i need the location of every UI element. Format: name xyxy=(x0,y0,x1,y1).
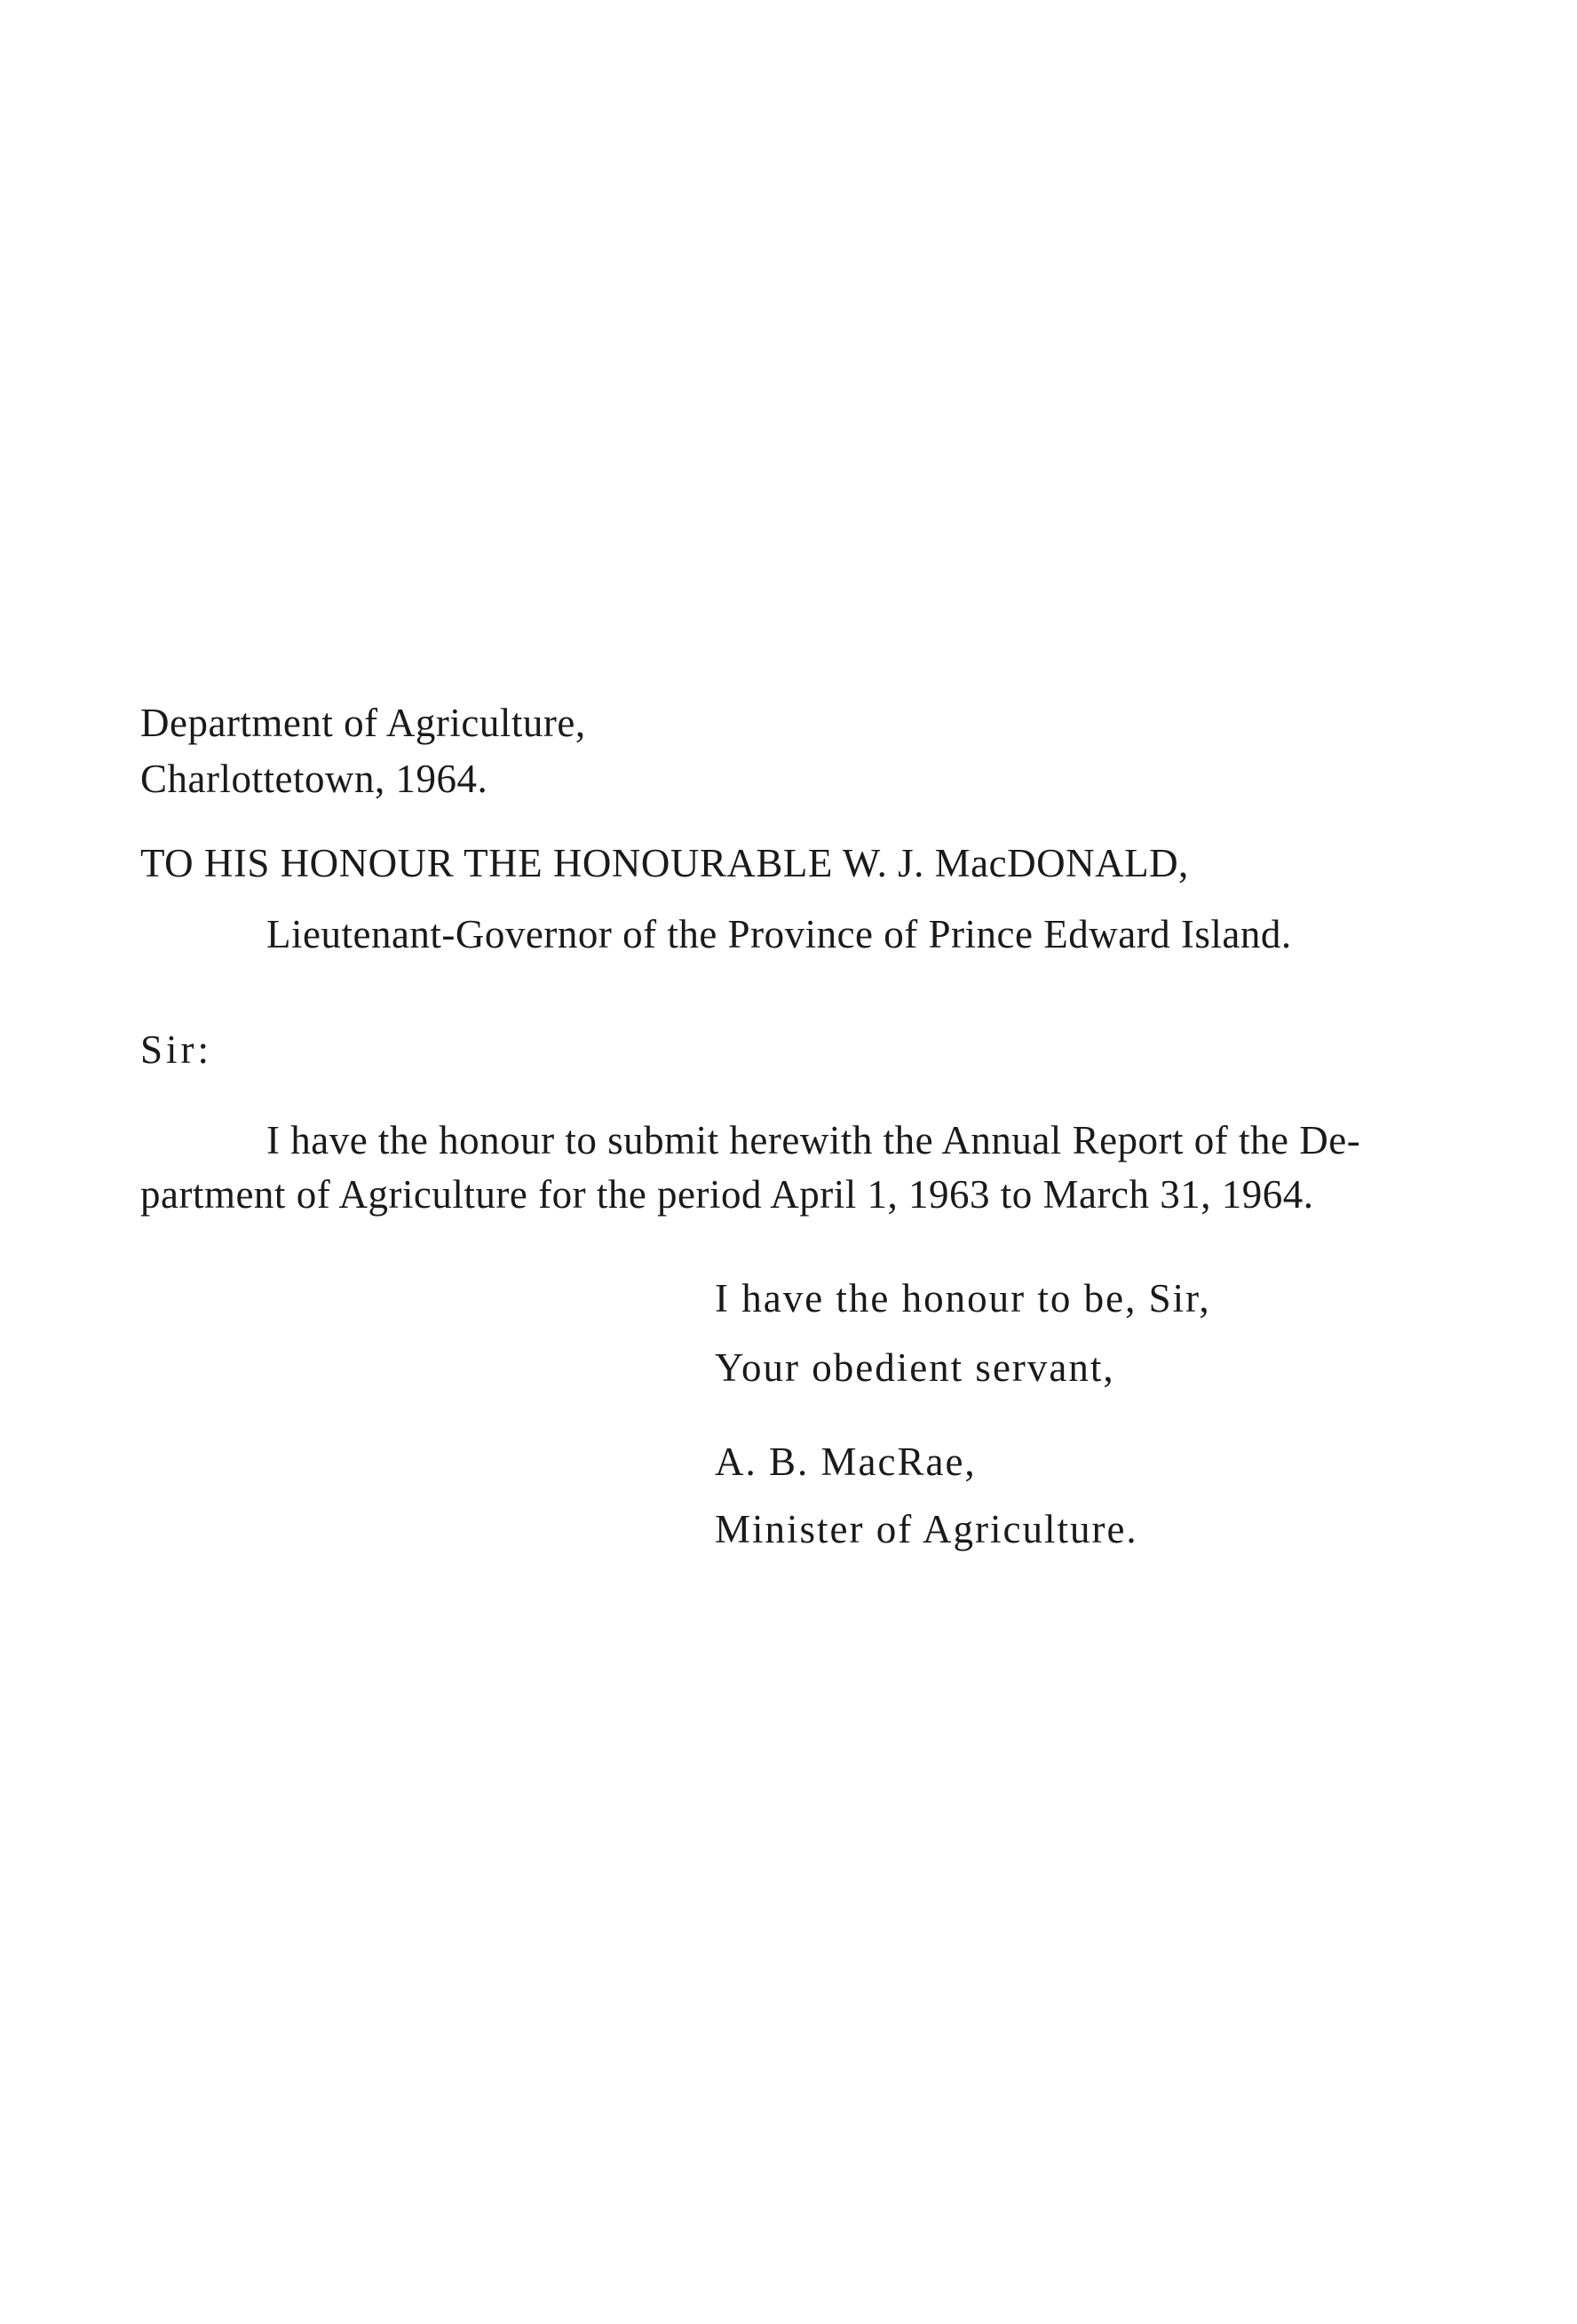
salutation: Sir: xyxy=(140,1027,213,1072)
addressee-name: TO HIS HONOUR THE HONOURABLE W. J. MacDONALD, xyxy=(140,841,1189,885)
signature-name: A. B. MacRae, xyxy=(715,1440,977,1484)
body-text-line-1: I have the honour to submit herewith the Annual Report of the De- xyxy=(266,1118,1361,1162)
addressee-title: Lieutenant-Governor of the Province of Prince Edward Island. xyxy=(266,912,1292,956)
signature-title: Minister of Agriculture. xyxy=(715,1507,1138,1551)
body-text-line-2: partment of Agriculture for the period April 1, 1963 to March 31, 1964. xyxy=(140,1172,1314,1217)
complimentary-close: Your obedient servant, xyxy=(715,1345,1115,1390)
sender-place-date: Charlottetown, 1964. xyxy=(140,757,488,801)
closing-line: I have the honour to be, Sir, xyxy=(715,1276,1211,1321)
sender-department: Department of Agriculture, xyxy=(140,701,586,745)
